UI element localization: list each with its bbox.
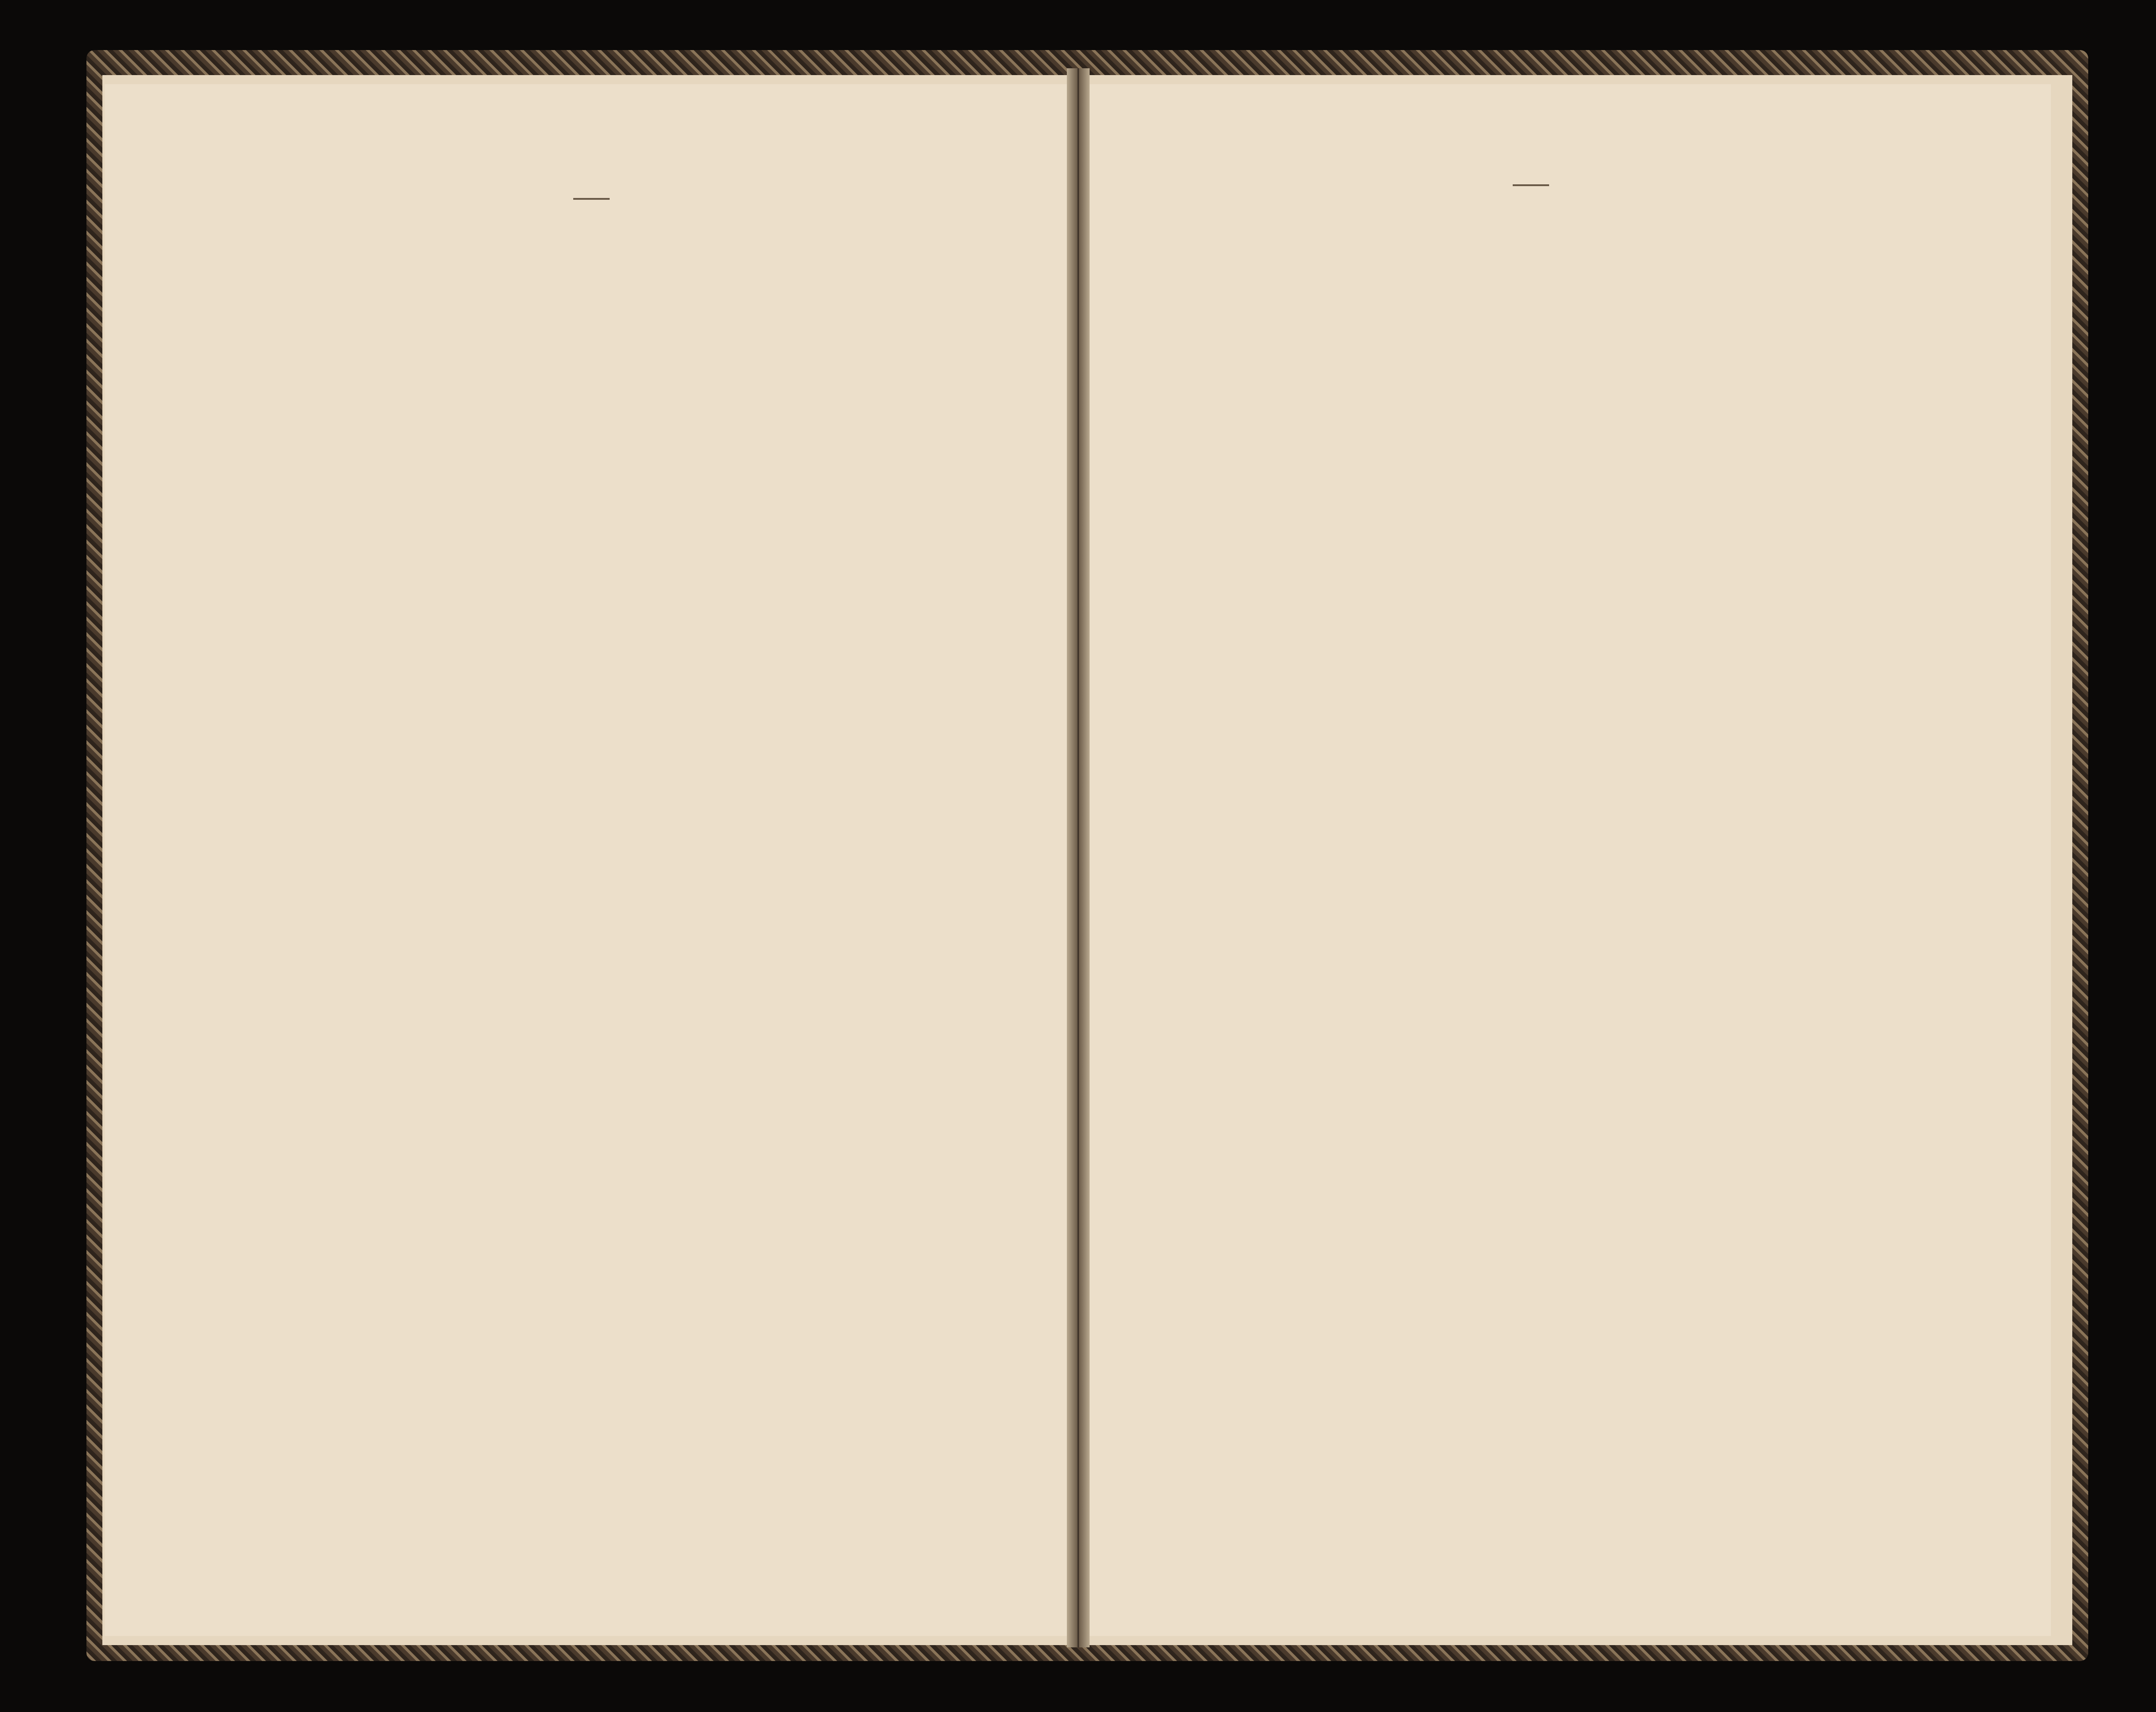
left-page [105,84,1069,1636]
book-gutter [1067,68,1090,1647]
right-page [1086,84,2051,1636]
